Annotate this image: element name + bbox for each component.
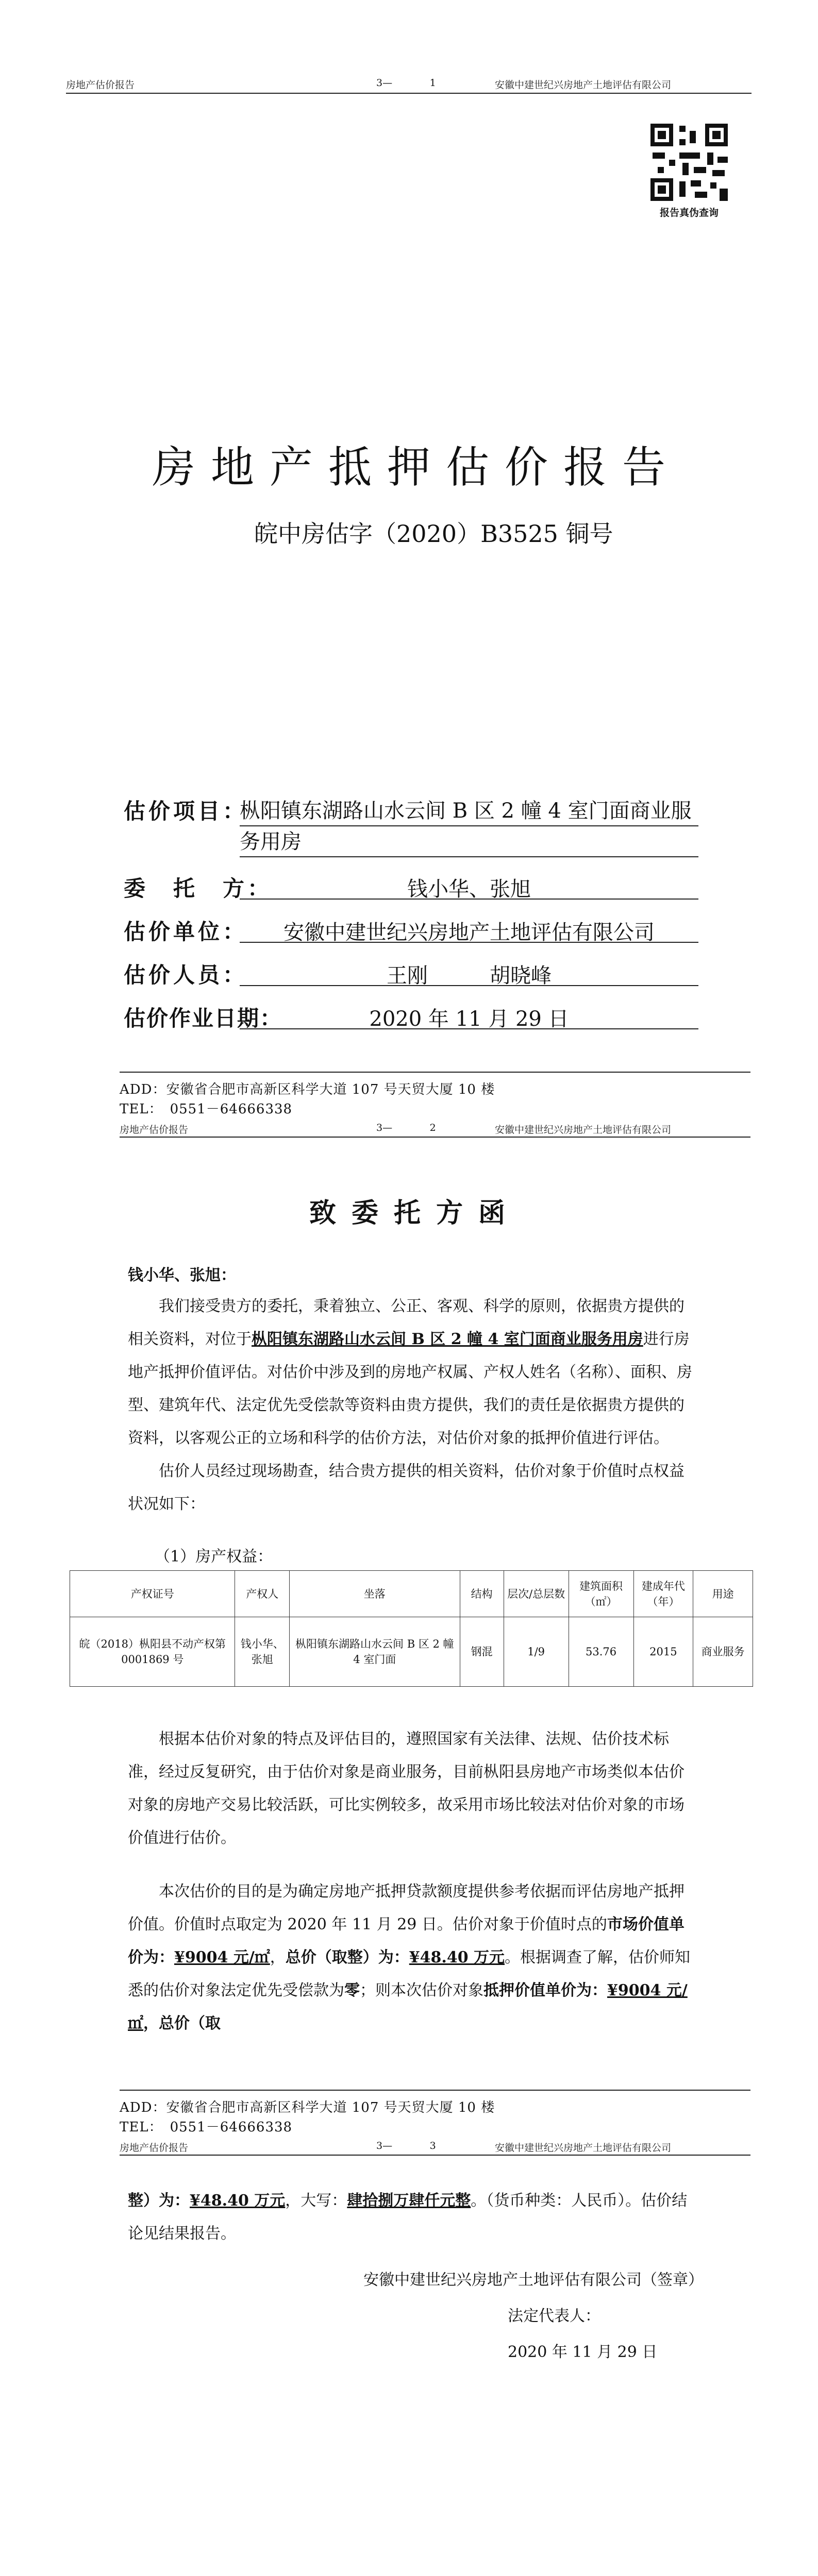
header-rule	[120, 2155, 750, 2156]
client-label: 委 托 方：	[124, 876, 273, 901]
signature-representative: 法定代表人：	[508, 2307, 600, 2325]
table-row	[70, 1617, 753, 1687]
table-cell: 商业服务	[693, 1617, 753, 1687]
table-header: 产权证号	[70, 1571, 235, 1617]
page-number: 3— 2	[376, 1122, 436, 1133]
paragraph-3: 根据本估价对象的特点及评估目的，遵照国家有关法律、法规、估价技术标准，经过反复研究，由于估价对象是商业服务，目前枞阳县房地产市场类似本估价对象的房地产交易比较活跃，可比实例较多，故采用市场比较法对估价对象的市场价值进行估价。	[128, 1730, 685, 1847]
signature-date: 2020 年 11 月 29 日	[508, 2343, 658, 2361]
signature-company: 安徽中建世纪兴房地产土地评估有限公司（签章）	[363, 2271, 704, 2289]
qr-code	[650, 124, 728, 201]
table-header: 用途	[693, 1571, 753, 1617]
client-value: 钱小华、张旭	[407, 877, 531, 901]
table-header: 结构	[460, 1571, 504, 1617]
footer-rule	[120, 2090, 750, 2091]
table-header: 坐落	[289, 1571, 460, 1617]
table-cell: 53.76	[569, 1617, 633, 1687]
page-number: 3— 1	[376, 77, 436, 89]
salutation: 钱小华、张旭：	[128, 1266, 236, 1284]
table-cell: 枞阳镇东湖路山水云间 B 区 2 幢 4 室门面	[289, 1617, 460, 1687]
paragraph-2: 估价人员经过现场勘查，结合贵方提供的相关资料，估价对象于价值时点权益状况如下：	[128, 1462, 685, 1513]
table-cell: 2015	[633, 1617, 693, 1687]
table-cell: 钢混	[460, 1617, 504, 1687]
letter-title: 致委托方函	[309, 1197, 521, 1229]
footer-address: ADD：安徽省合肥市高新区科学大道 107 号天贸大厦 10 楼	[120, 2100, 495, 2115]
header-rule	[66, 93, 752, 94]
appraiser-org-value: 安徽中建世纪兴房地产土地评估有限公司	[283, 921, 655, 944]
paragraph-5: 整）为：¥48.40 万元，大写：肆拾捌万肆仟元整。（货币种类：人民币）。估价结论见结果报告。	[128, 2192, 688, 2243]
table-header: 层次/总层数	[504, 1571, 569, 1617]
header-right: 安徽中建世纪兴房地产土地评估有限公司	[495, 1124, 672, 1136]
header-left: 房地产估价报告	[120, 1124, 189, 1136]
table-header: 建筑面积（㎡）	[569, 1571, 633, 1617]
report-number: 皖中房估字（2020）B3525 铜号	[254, 520, 613, 548]
footer-tel: TEL： 0551－64666338	[120, 1101, 293, 1117]
table-header: 建成年代（年）	[633, 1571, 693, 1617]
paragraph-4: 本次估价的目的是为确定房地产抵押贷款额度提供参考依据而评估房地产抵押价值。价值时点取定为 2020 年 11 月 29 日。估价对象于价值时点的市场价值单价为：¥9004 元/㎡，总价（取整）为：¥48.40 万元。根据调查了解，估价师知悉的估价对象法定优先受偿款为零；则本次估价对象抵押价值单价为：¥9004 元/㎡，总价（取	[128, 1883, 691, 2032]
work-date-value: 2020 年 11 月 29 日	[369, 1007, 569, 1031]
footer-rule	[120, 1072, 750, 1073]
qr-caption: 报告真伪查询	[659, 207, 719, 218]
project-value: 枞阳镇东湖路山水云间 B 区 2 幢 4 室门面商业服务用房	[240, 799, 692, 854]
table-header: 产权人	[235, 1571, 289, 1617]
page-number: 3— 3	[376, 2140, 436, 2151]
footer-address: ADD：安徽省合肥市高新区科学大道 107 号天贸大厦 10 楼	[120, 1082, 495, 1097]
header-left: 房地产估价报告	[66, 79, 135, 91]
table-cell: 钱小华、张旭	[235, 1617, 289, 1687]
header-right: 安徽中建世纪兴房地产土地评估有限公司	[495, 79, 672, 91]
header-left: 房地产估价报告	[120, 2142, 189, 2154]
header-rule	[120, 1137, 750, 1138]
table-cell: 1/9	[504, 1617, 569, 1687]
appraisers-value: 王刚 胡晓峰	[387, 964, 552, 988]
paragraph-1: 我们接受贵方的委托，秉着独立、公正、客观、科学的原则，依据贵方提供的相关资料，对位于枞阳镇东湖路山水云间 B 区 2 幢 4 室门面商业服务用房进行房地产抵押价值评估。对估价中涉及到的房地产权属、产权人姓名（名称）、面积、房型、建筑年代、法定优先受偿款等资料由贵方提供，我们的责任是依据贵方提供的资料，以客观公正的立场和科学的估价方法，对估价对象的抵押价值进行评估。	[128, 1297, 692, 1447]
header-right: 安徽中建世纪兴房地产土地评估有限公司	[495, 2142, 672, 2154]
rights-caption: （1）房产权益：	[155, 1548, 273, 1566]
report-title: 房地产抵押估价报告	[152, 442, 681, 493]
work-date-label: 估价作业日期：	[124, 1006, 283, 1031]
appraisers-label: 估价人员：	[124, 962, 248, 988]
appraiser-org-label: 估价单位：	[124, 919, 248, 944]
table-cell: 皖（2018）枞阳县不动产权第 0001869 号	[70, 1617, 235, 1687]
property-rights-table	[70, 1570, 753, 1687]
project-label: 估价项目：	[124, 799, 248, 824]
footer-tel: TEL： 0551－64666338	[120, 2120, 293, 2135]
